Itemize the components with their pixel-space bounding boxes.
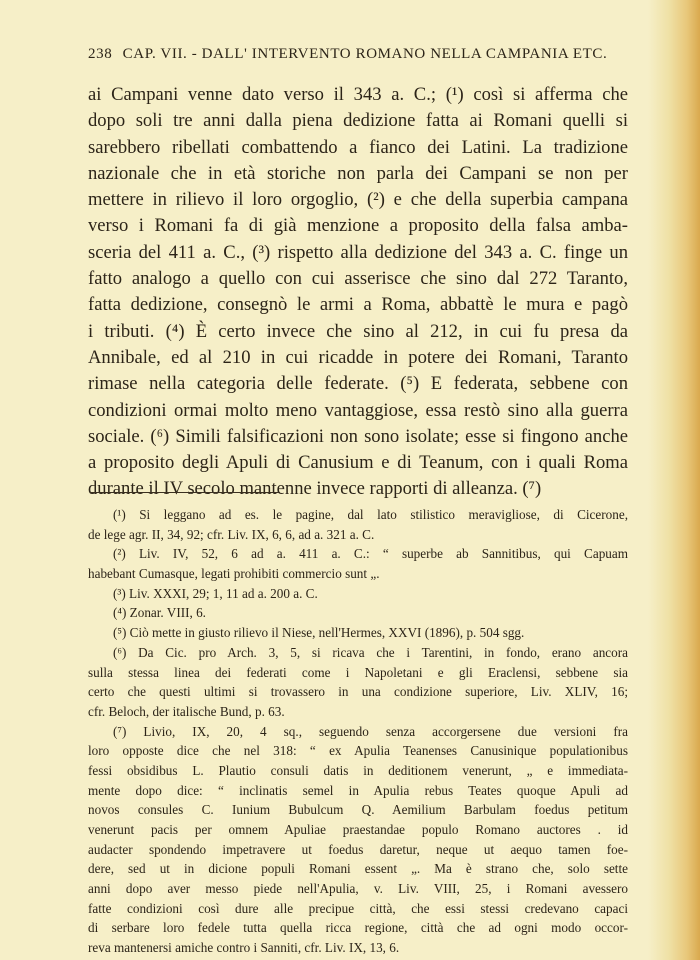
- body-line: Annibale, ed al 210 in cui ricadde in potere dei Romani, Taranto: [88, 346, 628, 368]
- footnote-line: di serbare loro fedele tutta quella ricca regione, città che ad ogni modo occor-: [88, 920, 628, 936]
- page-edge-shading: [648, 0, 700, 960]
- footnote-line: (²) Liv. IV, 52, 6 ad a. 411 a. C.: “ superbe ab Sannitibus, qui Capuam: [113, 546, 628, 562]
- body-line: fatto analogo a quello con cui asserisce che sino dal 272 Taranto,: [88, 268, 628, 290]
- footnote-separator: [90, 492, 280, 493]
- footnote-3: [88, 584, 628, 604]
- footnote-line: (¹) Si leggano ad es. le pagine, dal lato stilistico meravigliose, di Cicerone,: [113, 507, 628, 522]
- footnote-line: (⁷) Livio, IX, 20, 4 sq., seguendo senza accorgersene due versioni fra: [113, 723, 628, 739]
- footnote-line: (⁶) Da Cic. pro Arch. 3, 5, si ricava che i Tarentini, in fondo, erano ancora: [113, 644, 628, 660]
- footnote-line: de lege agr. II, 34, 92; cfr. Liv. IX, 6, 6, ad a. 321 a. C.: [88, 526, 375, 542]
- footnote-7: [88, 722, 628, 958]
- body-line: verso i Romani fa di già menzione a proposito della falsa amba-: [88, 215, 628, 237]
- footnote-1: [88, 505, 628, 544]
- footnote-line: loro opposte dice che nel 318: “ ex Apulia Teanenses Canusinique populationibus: [88, 743, 628, 759]
- footnote-line: audacter spondendo impetravere ut foedus daretur, neque ut aequo tamen foe-: [88, 841, 628, 857]
- body-line: a proposito degli Apuli di Canusium e di Teanum, con i quali Roma: [88, 452, 628, 474]
- footnote-line: (⁴) Zonar. VIII, 6.: [113, 605, 206, 621]
- body-line: sociale. (⁶) Simili falsificazioni non sono isolate; esse si fingono anche: [88, 425, 628, 447]
- footnote-line: venerunt pacis per omnem Apuliae praestandae populo Romano auctores . id: [88, 822, 628, 837]
- body-line: condizioni ormai molto meno vantaggiose, essa restò sino alla guerra: [88, 399, 628, 421]
- footnote-line: habebant Cumasque, legati prohibiti commercio sunt „.: [88, 566, 380, 582]
- footnote-5: [88, 623, 628, 643]
- body-line: fatta dedizione, consegnò le armi a Roma, abbattè le mura e pagò: [88, 294, 628, 316]
- main-text: [88, 82, 628, 503]
- footnote-line: cfr. Beloch, der italische Bund, p. 63.: [88, 703, 285, 719]
- footnote-4: [88, 603, 628, 623]
- footnote-line: fessi obsidibus L. Plautio consuli datis in deditionem venerunt, „ e immediata-: [88, 762, 628, 778]
- footnote-2: [88, 544, 628, 583]
- footnote-line: certo che questi ultimi si trovassero in una condizione superiore, Liv. XLIV, 16;: [88, 684, 628, 700]
- body-line: i tributi. (⁴) È certo invece che sino al 212, in cui fu presa da: [88, 320, 628, 342]
- body-line: mettere in rilievo il loro orgoglio, (²) e che della superbia campana: [88, 189, 628, 211]
- body-line: dopo soli tre anni dalla piena dedizione fatta ai Romani quelli si: [88, 110, 628, 132]
- footnote-line: dere, sed ut in dicione populi Romani essent „. Ma è strano che, solo sette: [88, 861, 628, 877]
- running-title: CAP. VII. - DALL' INTERVENTO ROMANO NELLA CAMPANIA ETC.: [122, 46, 608, 62]
- footnote-line: novos consules C. Iunium Bubulcum Q. Aemilium Barbulam foedus petitum: [88, 802, 628, 818]
- footnote-line: mente dopo dice: “ inclinatis semel in Apulia rebus Teates quoque Apuli ad: [88, 782, 628, 798]
- footnote-line: sulla stessa linea dei federati come i Napoletani e gli Eraclensi, sebbene sia: [88, 664, 628, 680]
- footnotes: [88, 505, 628, 958]
- footnote-line: (³) Liv. XXXI, 29; 1, 11 ad a. 200 a. C.: [113, 585, 318, 601]
- body-line: sarebbero ribellati combattendo a fianco dei Latini. La tradizione: [88, 136, 628, 158]
- footnote-line: anni dopo aver messo piede nell'Apulia, v. Liv. VIII, 25, i Romani avessero: [88, 881, 628, 897]
- body-line: durante il IV secolo mantenne invece rapporti di alleanza. (⁷): [88, 478, 542, 500]
- footnote-line: reva mantenersi amiche contro i Sanniti, cfr. Liv. IX, 13, 6.: [88, 940, 400, 956]
- footnote-line: (⁵) Ciò mette in giusto rilievo il Niese, nell'Hermes, XXVI (1896), p. 504 sgg.: [113, 625, 525, 641]
- body-line: nazionale che in età storiche non parla dei Campani se non per: [88, 162, 628, 184]
- footnote-line: fatte condizioni così dure alle precipue città, che essi stessi credevano capaci: [88, 900, 628, 916]
- body-line: rimase nella categoria delle federate. (⁵) E federata, sebbene con: [88, 373, 628, 395]
- footnote-6: [88, 643, 628, 722]
- running-header: [88, 46, 628, 63]
- body-line: sceria del 411 a. C., (³) rispetto alla dedizione del 343 a. C. finge un: [88, 241, 628, 263]
- body-line: ai Campani venne dato verso il 343 a. C.; (¹) così si afferma che: [88, 84, 628, 105]
- page-number: 238: [88, 46, 113, 62]
